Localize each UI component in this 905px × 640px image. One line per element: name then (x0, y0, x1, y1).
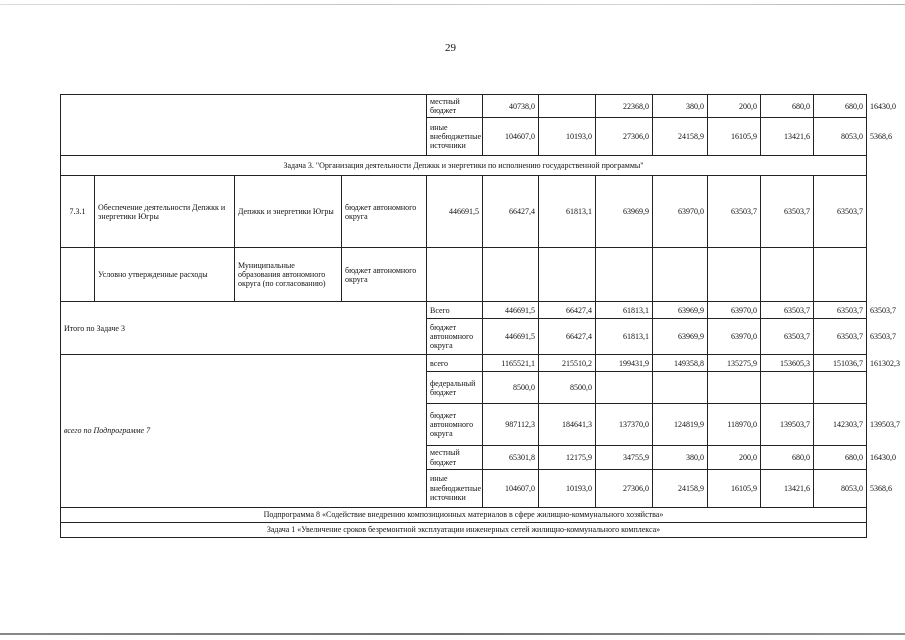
value-cell: 13421,6 (761, 118, 814, 156)
value-cell: 61813,1 (539, 176, 596, 248)
funding-source: бюджет автономного округа (427, 319, 483, 355)
value-cell: 63970,0 (653, 176, 708, 248)
value-cell: 380,0 (653, 446, 708, 469)
funding-source: иные внебюджетные источники (427, 118, 483, 156)
table-row: Итого по Задаче 3 Всего 446691,5 66427,4 61813,1 63969,9 63970,0 63503,7 63503,7 63503,7 (61, 302, 867, 319)
value-cell (596, 248, 653, 302)
value-cell: 34755,9 (596, 446, 653, 469)
value-cell: 61813,1 (596, 302, 653, 319)
total-label: Итого по Задаче 3 (61, 302, 427, 355)
value-cell: 66427,4 (539, 319, 596, 355)
value-cell: 63503,7 (814, 302, 867, 319)
value-cell: 16105,9 (708, 118, 761, 156)
value-cell: 63503,7 (761, 302, 814, 319)
value-cell (653, 248, 708, 302)
funding-source: бюджет автономного округа (342, 248, 427, 302)
value-cell: 446691,5 (483, 302, 539, 319)
table-row: бюджет автономного округа 987112,3 184641,3 137370,0 124819,9 118970,0 139503,7 142303,7 139503,7 (61, 404, 867, 446)
value-cell: 184641,3 (539, 404, 596, 446)
task-header: Задача 1 «Увеличение сроков безремонтной эксплуатации инженерных сетей жилищно-коммунального комплекса» (61, 522, 867, 537)
activity-name: Обеспечение деятельности Депжкк и энергетики Югры (95, 176, 235, 248)
value-cell: 10193,0 (539, 118, 596, 156)
value-cell (653, 372, 708, 404)
value-cell (539, 95, 596, 118)
row-code (61, 248, 95, 302)
value-cell: 63503,7 (708, 176, 761, 248)
value-cell: 149358,8 (653, 355, 708, 372)
value-cell: 200,0 (708, 95, 761, 118)
value-cell: 680,0 (761, 446, 814, 469)
table-row (61, 507, 867, 522)
budget-table (60, 94, 900, 538)
value-cell: 142303,7 (814, 404, 867, 446)
value-cell (708, 372, 761, 404)
value-cell (814, 372, 867, 404)
value-cell: 199431,9 (596, 355, 653, 372)
value-cell: 13421,6 (761, 469, 814, 507)
value-cell: 680,0 (761, 95, 814, 118)
table-row (61, 522, 867, 537)
value-cell: 139503,7 (761, 404, 814, 446)
value-cell: 215510,2 (539, 355, 596, 372)
value-cell: 12175,9 (539, 446, 596, 469)
value-cell: 8053,0 (814, 469, 867, 507)
value-cell: 680,0 (814, 95, 867, 118)
value-cell: 987112,3 (483, 404, 539, 446)
value-cell: 124819,9 (653, 404, 708, 446)
value-cell: 63503,7 (761, 176, 814, 248)
value-cell: 8500,0 (539, 372, 596, 404)
executor: Муниципальные образования автономного округа (по согласованию) (235, 248, 342, 302)
table-row: местный бюджет 65301,8 12175,9 34755,9 380,0 200,0 680,0 680,0 16430,0 (61, 446, 867, 469)
value-cell: 63969,9 (653, 319, 708, 355)
funding-source: всего (427, 355, 483, 372)
value-cell: 137370,0 (596, 404, 653, 446)
value-cell: 200,0 (708, 446, 761, 469)
value-cell (483, 248, 539, 302)
value-cell: 1165521,1 (483, 355, 539, 372)
value-cell (596, 372, 653, 404)
value-cell: 61813,1 (596, 319, 653, 355)
value-cell (761, 248, 814, 302)
value-cell: 153605,3 (761, 355, 814, 372)
table-row: иные внебюджетные источники 104607,0 10193,0 27306,0 24158,9 16105,9 13421,6 8053,0 5368,6 (61, 469, 867, 507)
funding-source: бюджет автономного округа (427, 404, 483, 446)
value-cell: 63970,0 (708, 302, 761, 319)
value-cell: 63503,7 (814, 176, 867, 248)
value-cell: 27306,0 (596, 118, 653, 156)
value-cell: 680,0 (814, 446, 867, 469)
funding-source: местный бюджет (427, 95, 483, 118)
value-cell: 135275,9 (708, 355, 761, 372)
table-row: всего по Подпрограмме 7 всего 1165521,1 215510,2 199431,9 149358,8 135275,9 153605,3 151036,7 161302,3 (61, 355, 867, 372)
value-cell: 65301,8 (483, 446, 539, 469)
value-cell: 63969,9 (653, 302, 708, 319)
value-cell (427, 248, 483, 302)
value-cell: 66427,4 (539, 302, 596, 319)
scan-edge-bottom (0, 633, 905, 635)
row-code: 7.3.1 (61, 176, 95, 248)
table-row: иные внебюджетные источники 104607,0 10193,0 27306,0 24158,9 16105,9 13421,6 8053,0 5368,6 (61, 118, 867, 156)
value-cell: 24158,9 (653, 469, 708, 507)
value-cell: 8053,0 (814, 118, 867, 156)
value-cell: 446691,5 (427, 176, 483, 248)
value-cell: 63503,7 (814, 319, 867, 355)
table-row: бюджет автономного округа 446691,5 66427,4 61813,1 63969,9 63970,0 63503,7 63503,7 63503,7 (61, 319, 867, 355)
funding-source: бюджет автономного округа (342, 176, 427, 248)
task-header: Задача 3. "Организация деятельности Депжкк и энергетики по исполнению государственной программы" (61, 156, 867, 176)
value-cell (814, 248, 867, 302)
value-cell (539, 248, 596, 302)
value-cell (708, 248, 761, 302)
value-cell: 16105,9 (708, 469, 761, 507)
value-cell: 24158,9 (653, 118, 708, 156)
value-cell: 22368,0 (596, 95, 653, 118)
value-cell: 27306,0 (596, 469, 653, 507)
value-cell: 66427,4 (483, 176, 539, 248)
executor: Депжкк и энергетики Югры (235, 176, 342, 248)
value-cell: 63969,9 (596, 176, 653, 248)
funding-source: иные внебюджетные источники (427, 469, 483, 507)
table-row (61, 176, 867, 248)
value-cell (761, 372, 814, 404)
value-cell: 104607,0 (483, 118, 539, 156)
subprogram-header: Подпрограмма 8 «Содействие внедрению композиционных материалов в сфере жилищно-коммунального хозяйства» (61, 507, 867, 522)
value-cell: 446691,5 (483, 319, 539, 355)
table-row (61, 156, 867, 176)
funding-source: местный бюджет (427, 446, 483, 469)
value-cell: 104607,0 (483, 469, 539, 507)
value-cell: 151036,7 (814, 355, 867, 372)
activity-name: Условно утвержденные расходы (95, 248, 235, 302)
value-cell: 63970,0 (708, 319, 761, 355)
value-cell: 40738,0 (483, 95, 539, 118)
funding-source: федеральный бюджет (427, 372, 483, 404)
value-cell: 63503,7 (761, 319, 814, 355)
value-cell: 118970,0 (708, 404, 761, 446)
continued-label-cell (61, 95, 427, 156)
value-cell: 10193,0 (539, 469, 596, 507)
value-cell: 380,0 (653, 95, 708, 118)
table-row: местный бюджет 40738,0 22368,0 380,0 200,0 680,0 680,0 16430,0 (61, 95, 867, 118)
table-row (61, 248, 867, 302)
funding-source: Всего (427, 302, 483, 319)
scan-edge-top (0, 4, 905, 5)
value-cell: 8500,0 (483, 372, 539, 404)
page-number: 29 (445, 42, 456, 54)
total-label: всего по Подпрограмме 7 (61, 355, 427, 507)
